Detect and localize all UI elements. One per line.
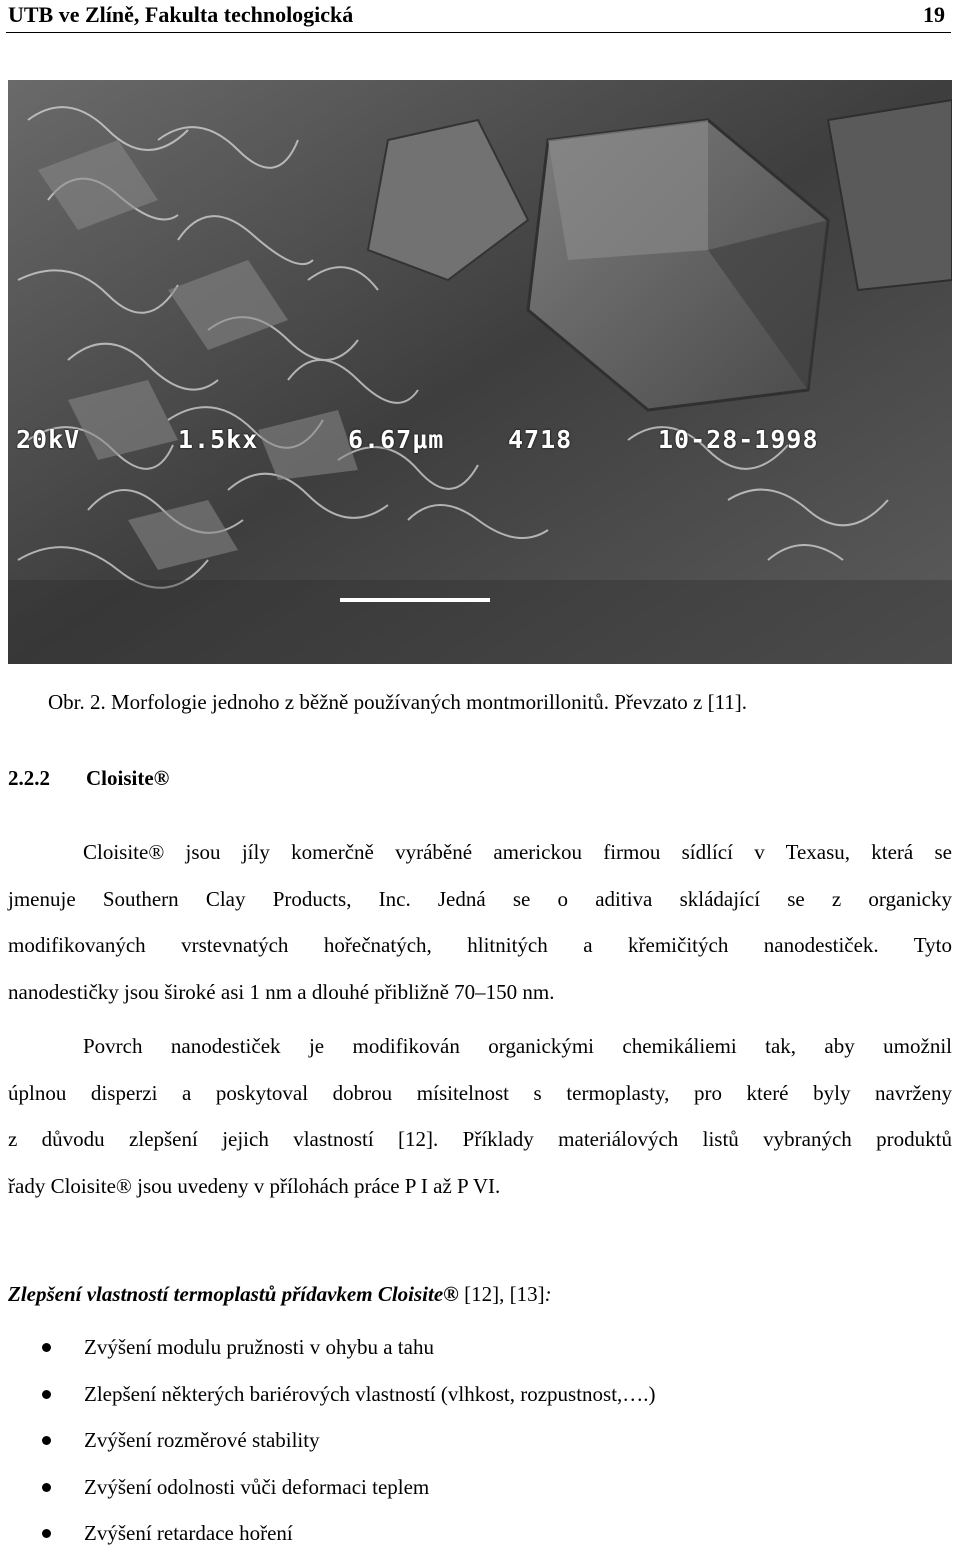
- sem-info-bar: [8, 425, 952, 628]
- page-header: [6, 0, 951, 33]
- paragraph-line: nanodestičky jsou široké asi 1 nm a dlouhé přibližně 70–150 nm.: [8, 979, 555, 1004]
- list-item-text: Zvýšení odolnosti vůči deformaci teplem: [84, 1474, 430, 1499]
- list-item: [0, 1371, 656, 1418]
- bullet-icon: [42, 1436, 51, 1445]
- list-item-text: Zvýšení rozměrové stability: [84, 1428, 320, 1453]
- sem-scale: 6.67μm: [348, 425, 445, 454]
- bullet-icon: [42, 1390, 51, 1399]
- paragraph-line: řady Cloisite® jsou uvedeny v přílohách práce P I až P VI.: [8, 1173, 501, 1198]
- section-heading: [8, 766, 169, 791]
- section-title: Cloisite®: [86, 766, 170, 790]
- header-title: UTB ve Zlíně, Fakulta technologická: [8, 2, 354, 27]
- paragraph-line: modifikovaných vrstevnatých hořečnatých, hlitnitých a křemičitých nanodestiček. Tyto: [8, 933, 952, 958]
- paragraph-1: [8, 829, 952, 1015]
- sem-magnification: 1.5kx: [178, 425, 259, 454]
- paragraph-line: z důvodu zlepšení jejich vlastností [12]. Příklady materiálových listů vybraných produktů: [8, 1127, 952, 1152]
- subheading-refs: [12], [13]: [458, 1282, 545, 1306]
- subheading: [8, 1282, 552, 1307]
- list-item-text: Zlepšení některých bariérových vlastností (vlhkost, rozpustnost,….): [84, 1381, 656, 1406]
- figure-caption: Obr. 2. Morfologie jednoho z běžně používaných montmorillonitů. Převzato z [11].: [48, 690, 748, 714]
- section-number: 2.2.2: [8, 766, 50, 790]
- bullet-icon: [42, 1483, 51, 1492]
- subheading-title: Zlepšení vlastností termoplastů přídavkem Cloisite®: [8, 1282, 459, 1306]
- list-item: [0, 1417, 656, 1464]
- list-item-text: Zvýšení modulu pružnosti v ohybu a tahu: [84, 1335, 434, 1359]
- sem-voltage: 20kV: [16, 425, 81, 454]
- paragraph-line: Cloisite® jsou jíly komerčně vyráběné americkou firmou sídlící v Texasu, která se: [83, 840, 952, 864]
- bullet-icon: [42, 1343, 51, 1352]
- paragraph-line: Povrch nanodestiček je modifikován organickými chemikáliemi tak, aby umožnil: [83, 1034, 952, 1058]
- bullet-icon: [42, 1529, 51, 1538]
- sem-micrograph: [8, 80, 952, 664]
- paragraph-line: jmenuje Southern Clay Products, Inc. Jedná se o aditiva skládající se z organicky: [8, 886, 952, 911]
- list-item: [0, 1464, 656, 1511]
- subheading-colon: :: [544, 1282, 552, 1306]
- benefits-list: [0, 1324, 656, 1557]
- list-item-text: Zvýšení retardace hoření: [84, 1521, 293, 1546]
- sem-id: 4718: [508, 425, 573, 454]
- paragraph-2: [8, 1023, 952, 1209]
- sem-date: 10-28-1998: [658, 425, 819, 454]
- list-item: [0, 1510, 656, 1557]
- page-number: 19: [923, 2, 945, 27]
- paragraph-line: úplnou disperzi a poskytoval dobrou mísitelnost s termoplasty, pro které byly navrženy: [8, 1080, 952, 1105]
- list-item: [0, 1324, 656, 1371]
